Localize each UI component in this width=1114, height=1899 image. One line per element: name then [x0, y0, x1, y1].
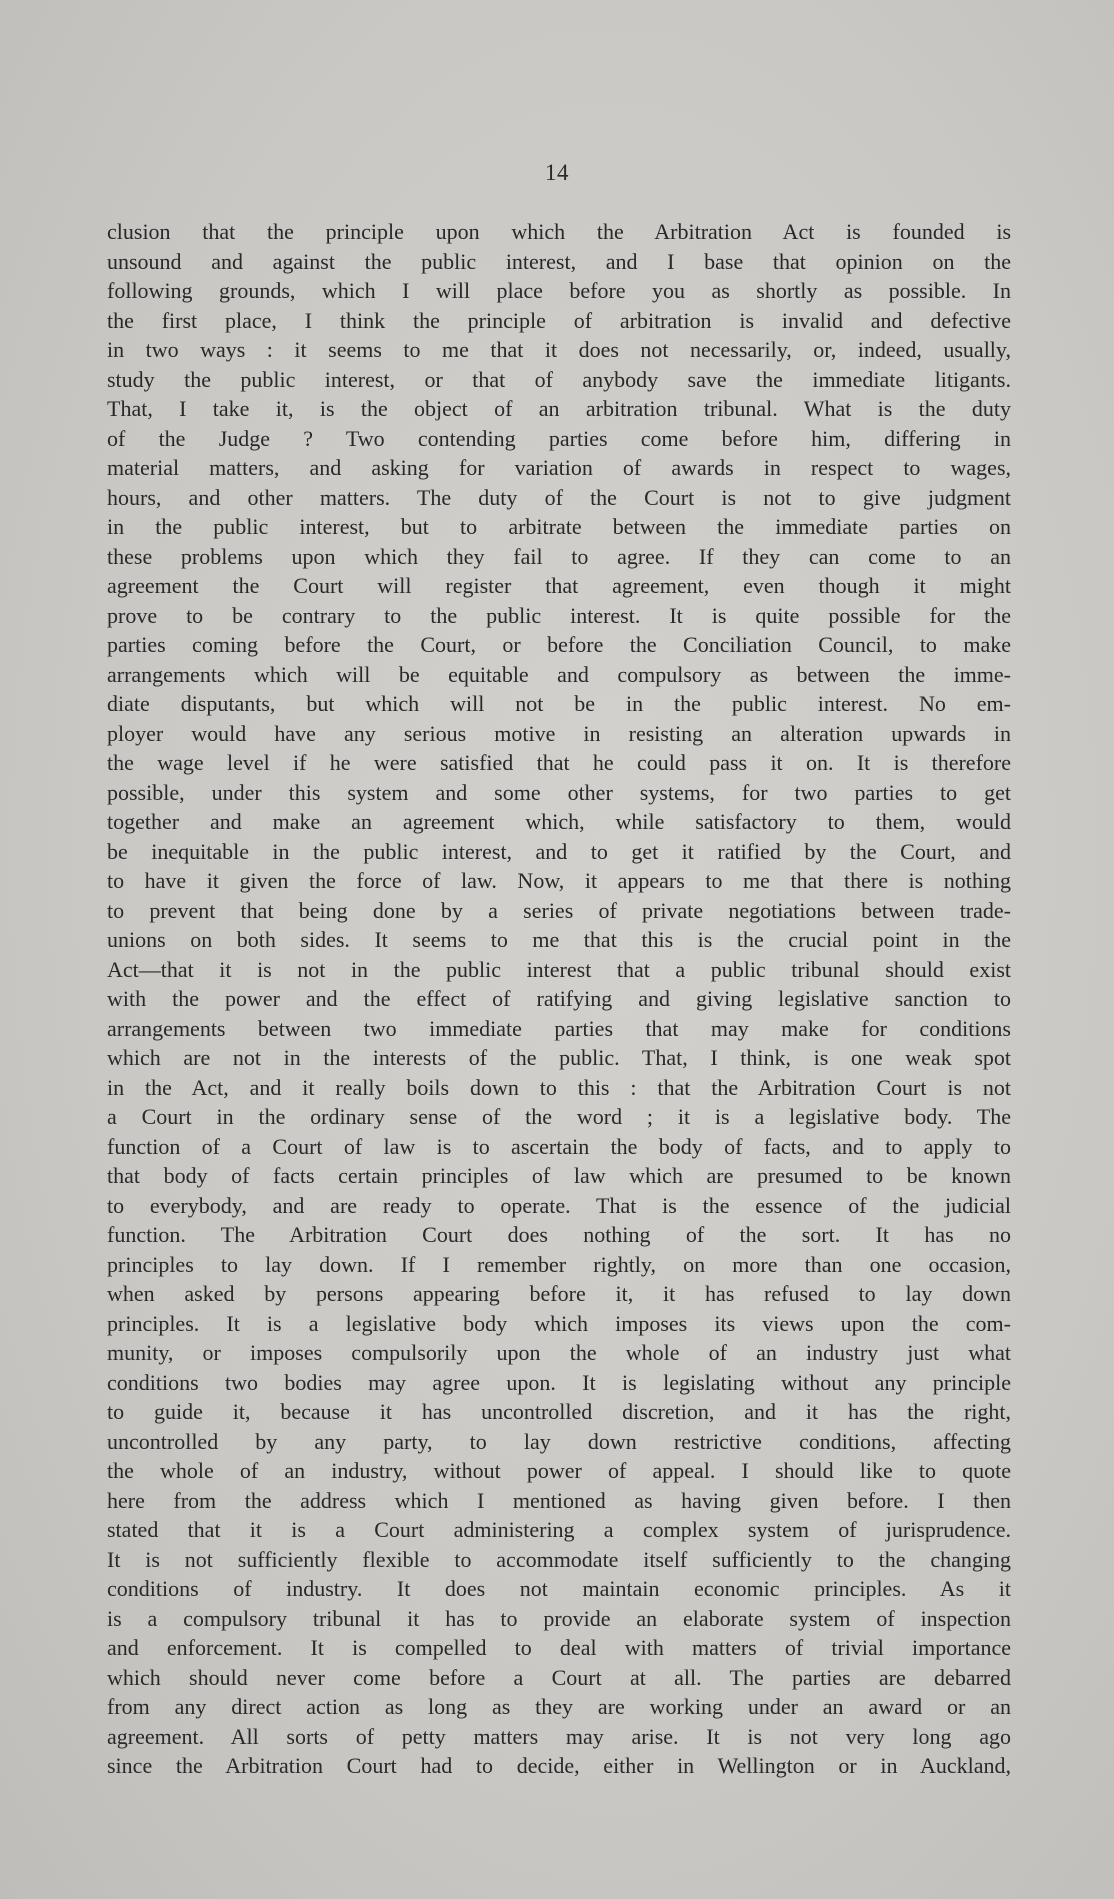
text-line: following grounds, which I will place before you as shortly as possible. In: [107, 278, 1011, 303]
page-number: 14: [545, 160, 569, 185]
text-line: munity, or imposes compulsorily upon the whole of an industry just what: [107, 1340, 1011, 1365]
text-line: It is not sufficiently flexible to accommodate itself sufficiently to the changing: [107, 1546, 1011, 1572]
text-line: uncontrolled by any party, to lay down restrictive conditions, affecting: [107, 1428, 1011, 1454]
text-line: clusion that the principle upon which the Arbitration Act is founded is: [107, 219, 1011, 244]
text-line: possible, under this system and some other systems, for two parties to get: [107, 779, 1011, 805]
text-line: to prevent that being done by a series of private negotiations between trade-: [107, 897, 1011, 923]
text-line: to guide it, because it has uncontrolled discretion, and it has the right,: [107, 1399, 1011, 1424]
text-line: prove to be contrary to the public interest. It is quite possible for the: [107, 602, 1011, 628]
text-line: function. The Arbitration Court does nothing of the sort. It has no: [107, 1222, 1011, 1247]
text-line: which are not in the interests of the public. That, I think, is one weak spot: [107, 1045, 1011, 1070]
text-line: parties coming before the Court, or before the Conciliation Council, to make: [107, 632, 1011, 657]
text-line: material matters, and asking for variation of awards in respect to wages,: [107, 455, 1011, 480]
text-line: from any direct action as long as they are working under an award or an: [107, 1694, 1011, 1719]
text-line: hours, and other matters. The duty of the Court is not to give judgment: [107, 484, 1011, 510]
text-line: that body of facts certain principles of law which are presumed to be known: [107, 1163, 1011, 1188]
text-line: study the public interest, or that of anybody save the immediate litigants.: [107, 366, 1011, 392]
text-line: unions on both sides. It seems to me that this is the crucial point in the: [107, 927, 1011, 952]
text-line: to have it given the force of law. Now, it appears to me that there is nothing: [107, 868, 1011, 893]
text-line: these problems upon which they fail to agree. If they can come to an: [107, 543, 1011, 569]
text-line: arrangements which will be equitable and compulsory as between the imme-: [107, 661, 1011, 687]
text-line: and enforcement. It is compelled to deal with matters of trivial importance: [107, 1635, 1011, 1660]
text-line: when asked by persons appearing before it, it has refused to lay down: [107, 1281, 1011, 1306]
text-line: to everybody, and are ready to operate. That is the essence of the judicial: [107, 1192, 1011, 1218]
text-line: principles. It is a legislative body which imposes its views upon the com-: [107, 1310, 1011, 1336]
text-line: That, I take it, is the object of an arbitration tribunal. What is the duty: [107, 396, 1011, 421]
text-line: the whole of an industry, without power of appeal. I should like to quote: [107, 1458, 1011, 1483]
text-line: Act—that it is not in the public interest that a public tribunal should exist: [107, 956, 1011, 982]
body-text: [107, 217, 1011, 1781]
text-line: in the Act, and it really boils down to this : that the Arbitration Court is not: [107, 1074, 1011, 1100]
text-line: the first place, I think the principle of arbitration is invalid and defective: [107, 307, 1011, 333]
text-line: in two ways : it seems to me that it does not necessarily, or, indeed, usually,: [107, 337, 1011, 362]
text-line: diate disputants, but which will not be in the public interest. No em-: [107, 691, 1011, 716]
text-line: together and make an agreement which, while satisfactory to them, would: [107, 809, 1011, 834]
text-line: stated that it is a Court administering a complex system of jurisprudence.: [107, 1517, 1011, 1542]
text-line: with the power and the effect of ratifying and giving legislative sanction to: [107, 986, 1011, 1011]
text-line: function of a Court of law is to ascertain the body of facts, and to apply to: [107, 1133, 1011, 1159]
text-line: conditions of industry. It does not maintain economic principles. As it: [107, 1576, 1011, 1601]
text-line: a Court in the ordinary sense of the word ; it is a legislative body. The: [107, 1104, 1011, 1129]
text-line: conditions two bodies may agree upon. It is legislating without any principle: [107, 1369, 1011, 1395]
text-line: since the Arbitration Court had to decide, either in Wellington or in Auckland,: [107, 1753, 1011, 1778]
text-line: ployer would have any serious motive in resisting an alteration upwards in: [107, 720, 1011, 746]
text-line: arrangements between two immediate parties that may make for conditions: [107, 1015, 1011, 1041]
text-line: here from the address which I mentioned as having given before. I then: [107, 1487, 1011, 1513]
text-line: be inequitable in the public interest, and to get it ratified by the Court, and: [107, 838, 1011, 864]
text-line: which should never come before a Court at all. The parties are debarred: [107, 1664, 1011, 1690]
text-line: agreement the Court will register that agreement, even though it might: [107, 573, 1011, 598]
text-line: principles to lay down. If I remember rightly, on more than one occasion,: [107, 1251, 1011, 1277]
text-line: in the public interest, but to arbitrate between the immediate parties on: [107, 514, 1011, 539]
text-line: agreement. All sorts of petty matters may arise. It is not very long ago: [107, 1723, 1011, 1749]
text-line: the wage level if he were satisfied that he could pass it on. It is therefore: [107, 750, 1011, 775]
text-line: is a compulsory tribunal it has to provide an elaborate system of inspection: [107, 1605, 1011, 1631]
text-line: unsound and against the public interest, and I base that opinion on the: [107, 248, 1011, 274]
text-line: of the Judge ? Two contending parties come before him, differing in: [107, 425, 1011, 451]
